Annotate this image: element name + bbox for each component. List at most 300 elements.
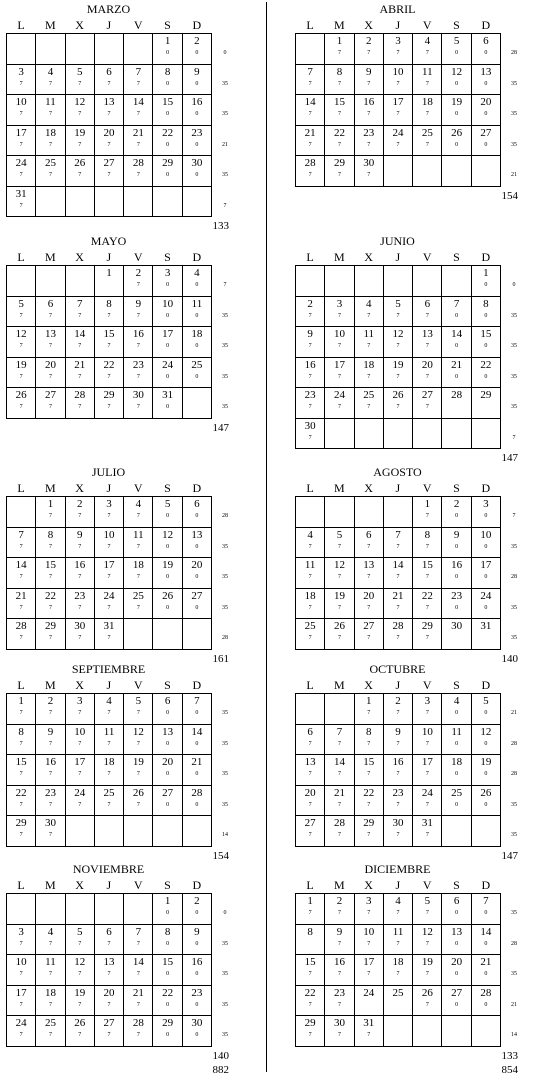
day-cell — [94, 755, 123, 786]
day-number: 2 — [194, 895, 200, 907]
day-number: 13 — [480, 65, 492, 78]
day-cell — [153, 125, 182, 156]
day-number: 8 — [164, 65, 171, 78]
week-sum: 35 — [511, 971, 517, 977]
week-row — [296, 527, 501, 558]
day-number: 10 — [103, 528, 115, 541]
day-cell — [383, 755, 412, 786]
weekday-header: X — [364, 18, 373, 32]
day-hours: 7 — [48, 111, 52, 117]
day-cell — [442, 894, 471, 925]
day-cell — [442, 388, 471, 419]
empty-cell — [383, 156, 412, 187]
day-cell — [413, 755, 442, 786]
day-cell — [413, 327, 442, 358]
month-total: 133 — [501, 1049, 518, 1062]
week-sum: 21 — [511, 172, 517, 178]
day-cell — [7, 785, 36, 816]
day-number: 6 — [194, 498, 200, 510]
day-hours: 7 — [107, 80, 111, 87]
day-hours: 7 — [396, 910, 400, 916]
day-cell — [36, 785, 65, 816]
day-number: 17 — [15, 986, 27, 999]
day-hours: 0 — [195, 543, 199, 550]
day-number: 26 — [74, 157, 86, 169]
day-cell — [124, 357, 153, 388]
day-number: 7 — [483, 895, 489, 907]
day-number: 6 — [106, 65, 112, 78]
day-cell — [182, 985, 211, 1016]
week-sum: 35 — [222, 172, 228, 178]
day-cell — [442, 619, 471, 650]
empty-cell — [65, 894, 94, 925]
day-hours: 7 — [136, 1001, 140, 1008]
day-number: 12 — [392, 328, 404, 340]
week-row — [296, 156, 501, 187]
day-number: 29 — [44, 620, 56, 632]
day-cell — [296, 357, 325, 388]
week-row — [7, 816, 212, 847]
day-cell — [7, 755, 36, 786]
day-hours: 7 — [396, 373, 400, 380]
month-grid — [6, 693, 212, 847]
day-number: 3 — [395, 35, 401, 47]
day-hours: 7 — [308, 740, 312, 747]
day-number: 4 — [47, 925, 54, 938]
day-cell — [182, 894, 211, 925]
week-sum: 28 — [222, 635, 228, 641]
month-total: 133 — [212, 220, 229, 232]
day-hours: 0 — [166, 312, 170, 319]
day-cell — [182, 755, 211, 786]
day-number: 24 — [15, 1017, 27, 1029]
day-cell — [182, 125, 211, 156]
day-hours: 7 — [367, 1032, 371, 1038]
weekday-header: V — [422, 878, 432, 892]
day-hours: 0 — [484, 513, 488, 519]
day-hours: 7 — [396, 940, 400, 947]
day-hours: 0 — [166, 940, 170, 947]
month-title: NOVIEMBRE — [72, 862, 145, 876]
day-number: 12 — [74, 96, 86, 108]
day-cell — [65, 296, 94, 327]
day-hours: 7 — [78, 740, 82, 747]
day-hours: 7 — [396, 710, 400, 716]
day-cell — [7, 816, 36, 847]
day-hours: 7 — [367, 801, 371, 808]
day-number: 23 — [333, 986, 345, 999]
day-number: 28 — [15, 620, 27, 632]
day-number: 6 — [106, 925, 112, 938]
day-number: 31 — [480, 620, 492, 632]
day-cell — [442, 924, 471, 955]
day-number: 27 — [103, 157, 115, 169]
day-hours: 7 — [107, 172, 111, 178]
weekday-header: D — [192, 678, 202, 692]
day-number: 21 — [480, 956, 492, 968]
day-cell — [153, 924, 182, 955]
day-hours: 0 — [455, 574, 459, 580]
day-number: 6 — [307, 725, 313, 738]
day-cell — [442, 357, 471, 388]
day-number: 1 — [424, 498, 431, 510]
day-hours: 7 — [367, 740, 371, 747]
day-cell — [471, 296, 500, 327]
day-hours: 7 — [136, 740, 140, 747]
day-number: 21 — [74, 358, 86, 371]
day-hours: 7 — [78, 141, 82, 148]
day-hours: 7 — [78, 172, 82, 178]
day-cell — [413, 357, 442, 388]
day-cell — [296, 785, 325, 816]
day-number: 26 — [480, 786, 492, 799]
day-hours: 7 — [78, 80, 82, 87]
day-cell — [65, 558, 94, 589]
day-cell — [325, 724, 354, 755]
day-cell — [471, 755, 500, 786]
day-number: 26 — [333, 620, 345, 632]
day-hours: 7 — [337, 574, 341, 580]
day-number: 22 — [103, 358, 115, 371]
day-cell — [65, 694, 94, 725]
day-cell — [65, 785, 94, 816]
day-number: 13 — [191, 528, 203, 541]
day-hours: 7 — [396, 801, 400, 808]
week-row — [296, 816, 501, 847]
day-cell — [153, 266, 182, 297]
day-number: 22 — [363, 786, 375, 799]
month-title: DICIEMBRE — [364, 862, 431, 876]
day-number: 24 — [103, 589, 115, 602]
week-row — [296, 497, 501, 528]
day-hours: 7 — [425, 574, 429, 580]
day-hours: 7 — [136, 940, 140, 947]
week-row — [296, 955, 501, 986]
day-number: 18 — [421, 96, 433, 108]
day-number: 22 — [162, 986, 174, 999]
day-cell — [354, 296, 383, 327]
month-title: ABRIL — [379, 2, 416, 16]
weekday-header: V — [133, 250, 143, 264]
weekday-header: S — [164, 18, 171, 32]
day-hours: 0 — [484, 141, 488, 148]
grand-total: 854 — [501, 1063, 518, 1076]
week-sum: 35 — [222, 801, 228, 808]
week-row — [7, 955, 212, 986]
day-hours: 7 — [337, 940, 341, 947]
weekday-header: X — [364, 678, 373, 692]
day-cell — [182, 266, 211, 297]
day-number: 5 — [483, 695, 489, 707]
day-hours: 7 — [48, 574, 52, 580]
day-number: 22 — [480, 358, 492, 371]
day-cell — [7, 985, 36, 1016]
day-number: 2 — [336, 895, 343, 907]
day-cell — [7, 924, 36, 955]
week-sum: 35 — [511, 141, 517, 148]
day-hours: 7 — [107, 513, 111, 519]
weekday-header: M — [333, 878, 345, 892]
day-number: 25 — [191, 358, 203, 371]
day-cell — [296, 816, 325, 847]
day-number: 25 — [44, 157, 56, 169]
day-cell — [7, 724, 36, 755]
day-cell — [124, 388, 153, 419]
day-cell — [7, 186, 36, 217]
day-hours: 7 — [425, 111, 429, 117]
day-number: 8 — [18, 725, 24, 738]
day-hours: 7 — [78, 1001, 82, 1008]
day-number: 2 — [307, 297, 313, 310]
empty-cell — [383, 266, 412, 297]
day-cell — [383, 894, 412, 925]
week-sum: 35 — [511, 604, 517, 611]
day-hours: 7 — [48, 513, 52, 519]
empty-cell — [124, 816, 153, 847]
day-hours: 7 — [396, 971, 400, 977]
day-cell — [413, 588, 442, 619]
day-hours: 7 — [367, 771, 371, 777]
day-hours: 7 — [425, 312, 429, 319]
day-hours: 7 — [136, 971, 140, 977]
day-cell — [7, 527, 36, 558]
day-number: 14 — [74, 328, 86, 340]
day-number: 18 — [44, 126, 56, 139]
day-number: 12 — [451, 65, 463, 78]
day-cell — [124, 785, 153, 816]
day-cell — [413, 497, 442, 528]
day-number: 4 — [365, 297, 372, 310]
day-cell — [65, 497, 94, 528]
week-sum: 35 — [511, 111, 517, 117]
day-hours: 0 — [455, 513, 459, 519]
day-cell — [296, 527, 325, 558]
week-row — [296, 924, 501, 955]
day-cell — [383, 527, 412, 558]
day-number: 10 — [480, 528, 492, 541]
day-cell — [7, 95, 36, 126]
weekday-header: X — [75, 250, 84, 264]
day-cell — [182, 64, 211, 95]
day-number: 1 — [365, 695, 372, 707]
week-sum: 35 — [222, 1001, 228, 1008]
day-hours: 7 — [337, 373, 341, 380]
day-cell — [296, 558, 325, 589]
day-hours: 7 — [425, 80, 429, 87]
day-hours: 7 — [19, 635, 23, 641]
day-number: 10 — [15, 956, 27, 968]
day-hours: 7 — [19, 373, 23, 380]
day-cell — [471, 785, 500, 816]
weekday-header: J — [395, 481, 401, 495]
day-hours: 0 — [195, 373, 199, 380]
weekday-header: L — [306, 250, 314, 264]
week-row — [7, 34, 212, 65]
day-number: 23 — [191, 126, 203, 139]
empty-cell — [36, 266, 65, 297]
day-cell — [442, 588, 471, 619]
day-number: 26 — [15, 389, 27, 401]
day-hours: 0 — [195, 604, 199, 611]
day-number: 15 — [480, 328, 492, 340]
day-hours: 7 — [425, 373, 429, 380]
day-cell — [124, 755, 153, 786]
day-cell — [413, 64, 442, 95]
day-cell — [153, 755, 182, 786]
weekday-header: D — [481, 18, 491, 32]
day-hours: 7 — [48, 172, 52, 178]
month-grid — [295, 496, 501, 650]
month-total: 154 — [501, 189, 518, 202]
day-cell — [413, 296, 442, 327]
day-number: 23 — [304, 389, 316, 401]
day-hours: 0 — [455, 343, 459, 349]
day-cell — [354, 388, 383, 419]
day-number: 11 — [451, 725, 462, 738]
day-number: 12 — [132, 725, 144, 738]
day-cell — [354, 816, 383, 847]
day-cell — [296, 955, 325, 986]
day-number: 14 — [132, 956, 144, 968]
day-hours: 0 — [166, 604, 170, 611]
month-total: 140 — [501, 652, 518, 665]
week-sum: 0 — [223, 50, 227, 56]
weekday-header: D — [192, 18, 202, 32]
day-hours: 0 — [455, 801, 459, 808]
day-hours: 7 — [136, 343, 140, 349]
day-hours: 7 — [48, 312, 52, 319]
day-cell — [354, 755, 383, 786]
day-hours: 7 — [107, 543, 111, 550]
empty-cell — [124, 34, 153, 65]
day-number: 18 — [451, 756, 463, 768]
day-hours: 0 — [166, 282, 170, 288]
day-hours: 7 — [425, 971, 429, 977]
day-hours: 7 — [19, 111, 23, 117]
day-number: 19 — [162, 559, 174, 571]
day-hours: 0 — [455, 740, 459, 747]
day-hours: 7 — [78, 404, 82, 410]
day-hours: 7 — [367, 141, 371, 148]
day-cell — [325, 296, 354, 327]
day-hours: 7 — [107, 604, 111, 611]
weekday-header: J — [395, 18, 401, 32]
day-number: 18 — [392, 956, 404, 968]
week-row — [7, 327, 212, 358]
day-number: 24 — [162, 358, 174, 371]
day-number: 2 — [47, 695, 54, 707]
day-hours: 7 — [107, 373, 111, 380]
day-cell — [383, 357, 412, 388]
day-hours: 7 — [367, 343, 371, 349]
week-row — [7, 785, 212, 816]
empty-cell — [325, 497, 354, 528]
week-row — [296, 724, 501, 755]
empty-cell — [36, 894, 65, 925]
empty-cell — [153, 619, 182, 650]
day-cell — [124, 924, 153, 955]
day-hours: 7 — [396, 141, 400, 148]
week-row — [7, 588, 212, 619]
day-number: 9 — [135, 297, 142, 310]
month-total: 161 — [212, 652, 229, 665]
day-hours: 0 — [484, 574, 488, 580]
day-hours: 7 — [78, 971, 82, 977]
month-title: MARZO — [86, 2, 131, 16]
day-number: 12 — [421, 925, 433, 938]
day-number: 4 — [194, 267, 200, 279]
day-hours: 7 — [48, 604, 52, 611]
day-number: 22 — [44, 589, 56, 602]
day-number: 29 — [333, 157, 345, 169]
day-hours: 0 — [484, 740, 488, 747]
week-sum: 21 — [511, 1001, 517, 1008]
day-number: 27 — [191, 589, 203, 602]
day-number: 26 — [132, 786, 144, 799]
day-cell — [413, 619, 442, 650]
day-number: 31 — [103, 620, 115, 632]
day-cell — [413, 924, 442, 955]
day-number: 18 — [44, 986, 56, 999]
day-hours: 7 — [367, 635, 371, 641]
day-number: 11 — [45, 956, 56, 968]
day-number: 30 — [44, 817, 56, 829]
day-cell — [94, 388, 123, 419]
day-hours: 7 — [107, 141, 111, 148]
day-number: 12 — [162, 528, 174, 541]
week-sum: 35 — [222, 312, 228, 319]
day-cell — [354, 527, 383, 558]
day-hours: 7 — [396, 604, 400, 611]
day-hours: 7 — [19, 543, 23, 550]
weekday-header: L — [17, 878, 25, 892]
day-number: 25 — [363, 389, 375, 401]
day-number: 3 — [365, 895, 372, 907]
day-number: 6 — [365, 528, 372, 541]
week-row — [7, 156, 212, 187]
day-hours: 7 — [396, 771, 400, 777]
day-hours: 7 — [396, 635, 400, 641]
day-hours: 0 — [455, 1001, 459, 1008]
weekday-header: L — [17, 678, 25, 692]
day-hours: 0 — [484, 111, 488, 117]
empty-cell — [383, 1016, 412, 1047]
day-number: 20 — [421, 358, 433, 371]
day-hours: 7 — [19, 710, 23, 716]
empty-cell — [442, 816, 471, 847]
day-cell — [471, 34, 500, 65]
day-hours: 7 — [308, 832, 312, 838]
day-hours: 7 — [78, 574, 82, 580]
day-number: 26 — [392, 389, 404, 401]
day-cell — [354, 619, 383, 650]
day-number: 4 — [307, 528, 313, 541]
day-hours: 0 — [195, 513, 199, 519]
day-number: 9 — [336, 925, 343, 938]
week-row — [296, 558, 501, 589]
day-cell — [296, 894, 325, 925]
weekday-header: X — [364, 878, 373, 892]
weekday-header: D — [192, 250, 202, 264]
day-hours: 0 — [484, 50, 488, 56]
day-number: 28 — [304, 157, 316, 169]
day-cell — [94, 156, 123, 187]
week-sum: 35 — [511, 312, 517, 319]
day-cell — [413, 95, 442, 126]
day-cell — [354, 694, 383, 725]
day-number: 19 — [333, 589, 345, 602]
weekday-header: S — [453, 878, 460, 892]
